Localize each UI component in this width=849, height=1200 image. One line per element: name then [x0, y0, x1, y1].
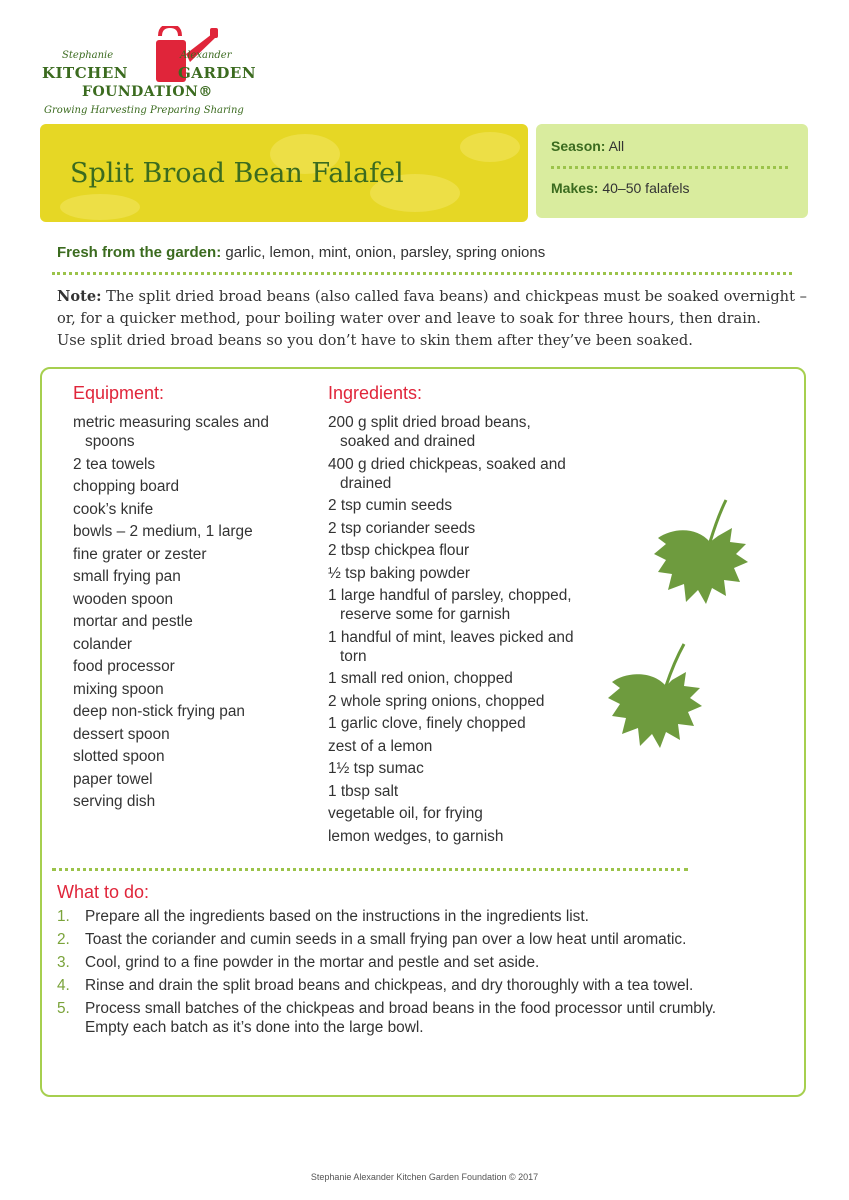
equipment-title: Equipment:	[73, 383, 165, 403]
equipment-item: colander	[73, 635, 133, 653]
ingredient-item: 1 garlic clove, finely chopped	[328, 715, 526, 732]
fresh-value: garlic, lemon, mint, onion, parsley, spring onions	[225, 244, 546, 261]
step-number: 5.	[57, 1000, 70, 1017]
equipment-item: bowls – 2 medium, 1 large	[73, 523, 253, 540]
ingredient-item: 200 g split dried broad beans, soaked and drained	[328, 414, 531, 450]
note	[57, 286, 807, 352]
ingredient-item: 1½ tsp sumac	[328, 760, 424, 777]
ingredient-item: 1 large handful of parsley, chopped, reserve some for garnish	[328, 587, 572, 623]
step-number: 1.	[57, 908, 70, 925]
ingredient-item: 2 whole spring onions, chopped	[328, 692, 545, 710]
ingredient-item: zest of a lemon	[328, 737, 433, 755]
ingredient-item: lemon wedges, to garnish	[328, 827, 504, 845]
equipment-item: paper towel	[73, 770, 153, 788]
step-text: Rinse and drain the split broad beans and chickpeas, and dry thoroughly with a tea towel.	[85, 977, 694, 994]
season-label: Season:	[551, 138, 606, 154]
note-line1: The split dried broad beans (also called fava beans) and chickpeas must be soaked overnight –	[106, 288, 807, 305]
equipment-item: slotted spoon	[73, 748, 165, 765]
ingredient-item: 1 handful of mint, leaves picked and torn	[328, 628, 574, 665]
equipment-item: wooden spoon	[73, 590, 174, 608]
ingredient-item: ½ tsp baking powder	[328, 564, 471, 582]
method-steps	[57, 907, 737, 1041]
makes-label: Makes:	[551, 180, 599, 196]
method-step	[57, 999, 737, 1037]
mint-leaf-icon	[606, 642, 706, 754]
step-text: Prepare all the ingredients based on the instructions in the ingredients list.	[85, 908, 589, 925]
equipment-item: mortar and pestle	[73, 613, 193, 630]
season-row	[551, 138, 624, 154]
ingredient-item: 2 tsp cumin seeds	[328, 497, 453, 514]
ingredient-item: 1 tbsp salt	[328, 782, 399, 800]
step-number: 2.	[57, 931, 70, 948]
method-step	[57, 907, 737, 926]
ingredient-item: 2 tbsp chickpea flour	[328, 542, 470, 559]
fresh-from-garden	[57, 244, 545, 261]
equipment-item: serving dish	[73, 793, 156, 810]
season-value: All	[608, 138, 625, 154]
ingredient-item: 1 small red onion, chopped	[328, 670, 513, 687]
equipment-item: mixing spoon	[73, 680, 164, 698]
makes-value: 40–50 falafels	[602, 180, 690, 196]
ingredient-item: 2 tsp coriander seeds	[328, 519, 476, 537]
step-number: 4.	[57, 977, 70, 994]
note-line2: or, for a quicker method, pour boiling water over and leave to soak for three hours, then drain.	[57, 310, 761, 327]
step-text: Process small batches of the chickpeas and broad beans in the food processor until crumbly. Empty each batch as it’s done into the large bowl.	[85, 1000, 717, 1036]
fresh-label: Fresh from the garden:	[57, 244, 222, 261]
ingredients-list	[328, 413, 578, 849]
equipment-item: deep non-stick frying pan	[73, 703, 245, 720]
equipment-list	[73, 413, 308, 815]
season-box	[536, 124, 808, 218]
logo-line2-right: GARDEN	[178, 64, 257, 82]
foundation-logo	[40, 24, 260, 124]
logo-line1-right: Alexander	[180, 50, 232, 61]
step-number: 3.	[57, 954, 70, 971]
logo-tagline: Growing Harvesting Preparing Sharing	[44, 105, 244, 116]
ingredient-item: 400 g dried chickpeas, soaked and drained	[328, 455, 566, 492]
method-step	[57, 976, 737, 995]
logo-line1-left: Stephanie	[62, 50, 114, 61]
ingredients-title: Ingredients:	[328, 383, 423, 403]
equipment-item: fine grater or zester	[73, 545, 207, 563]
logo-line2-left: KITCHEN	[42, 64, 128, 82]
dotted-divider	[52, 272, 792, 275]
mint-leaf-icon	[652, 496, 752, 608]
dotted-divider	[52, 868, 688, 871]
equipment-item: chopping board	[73, 478, 180, 495]
ingredient-item: vegetable oil, for frying	[328, 805, 483, 822]
equipment-item: metric measuring scales and spoons	[73, 414, 269, 450]
logo-line3: FOUNDATION®	[82, 84, 213, 100]
title-band	[40, 124, 528, 222]
footer-copyright: Stephanie Alexander Kitchen Garden Foundation © 2017	[310, 1172, 539, 1182]
equipment-item: small frying pan	[73, 568, 181, 585]
method-step	[57, 953, 737, 972]
step-text: Toast the coriander and cumin seeds in a small frying pan over a low heat until aromatic.	[85, 931, 687, 948]
method-step	[57, 930, 737, 949]
equipment-item: cook’s knife	[73, 500, 154, 518]
makes-row	[551, 180, 690, 196]
page-title: Split Broad Bean Falafel	[70, 158, 404, 189]
note-line3: Use split dried broad beans so you don’t have to skin them after they’ve been soaked.	[57, 332, 693, 349]
equipment-item: food processor	[73, 658, 175, 675]
note-label: Note:	[57, 288, 102, 305]
method-title: What to do:	[57, 882, 150, 902]
equipment-item: 2 tea towels	[73, 455, 156, 473]
equipment-item: dessert spoon	[73, 725, 170, 743]
season-divider	[551, 166, 788, 169]
step-text: Cool, grind to a fine powder in the mortar and pestle and set aside.	[85, 954, 540, 971]
